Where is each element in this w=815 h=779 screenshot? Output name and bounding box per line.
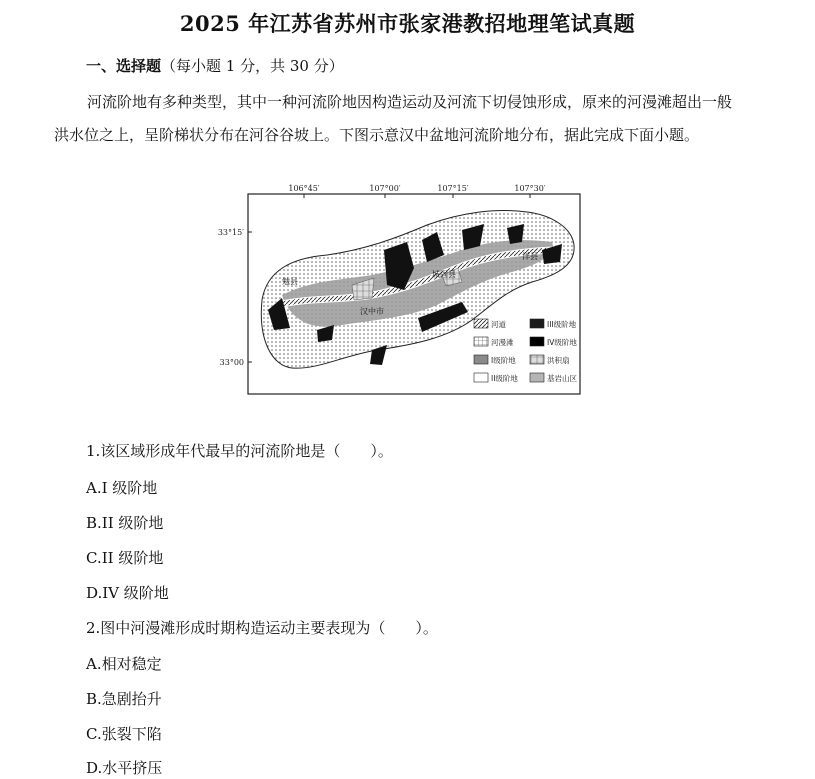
legend-swatch bbox=[530, 337, 544, 346]
section-heading bbox=[86, 55, 344, 76]
answer-option: D.IV 级阶地 bbox=[86, 584, 169, 602]
legend-label: 河道 bbox=[491, 320, 506, 329]
legend-swatch bbox=[530, 319, 544, 328]
legend-label: III级阶地 bbox=[547, 320, 577, 329]
section-note: （每小题 1 分，共 30 分） bbox=[161, 57, 344, 75]
lon-label: 106°45′ bbox=[288, 184, 320, 193]
question-stem: 2.图中河漫滩形成时期构造运动主要表现为（ ）。 bbox=[86, 619, 438, 637]
answer-option: B.II 级阶地 bbox=[86, 514, 164, 532]
answer-option: A.相对稳定 bbox=[86, 655, 162, 673]
answer-option: C.张裂下陷 bbox=[86, 725, 162, 743]
legend-label: II级阶地 bbox=[491, 374, 518, 383]
legend-label: 洪积扇 bbox=[547, 356, 570, 365]
answer-option: B.急剧抬升 bbox=[86, 690, 162, 708]
town-label: 洋县 bbox=[522, 252, 538, 261]
legend-swatch bbox=[474, 319, 488, 328]
lon-label: 107°00′ bbox=[369, 184, 401, 193]
town-label: 城固县 bbox=[432, 270, 456, 279]
answer-option: D.水平挤压 bbox=[86, 759, 163, 777]
intro-line-2: 洪水位之上，呈阶梯状分布在河谷谷坡上。下图示意汉中盆地河流阶地分布，据此完成下面小题。 bbox=[54, 126, 700, 144]
lat-label: 33°00 bbox=[219, 358, 244, 367]
lon-label: 107°15′ bbox=[437, 184, 469, 193]
legend-swatch bbox=[474, 373, 488, 382]
page-title: 2025 年江苏省苏州市张家港教招地理笔试真题 bbox=[179, 11, 636, 36]
legend-swatch bbox=[474, 355, 488, 364]
legend-swatch bbox=[530, 373, 544, 382]
legend-swatch bbox=[530, 355, 544, 364]
legend-label: I级阶地 bbox=[491, 356, 516, 365]
city-label: 汉中市 bbox=[360, 307, 384, 316]
section-label: 一、选择题 bbox=[86, 57, 162, 75]
legend-label: 基岩山区 bbox=[547, 374, 577, 383]
lon-label: 107°30′ bbox=[514, 184, 546, 193]
hanzhong-terrace-map bbox=[217, 180, 592, 402]
legend-label: IV级阶地 bbox=[547, 338, 577, 347]
intro-line-1: 河流阶地有多种类型，其中一种河流阶地因构造运动及河流下切侵蚀形成，原来的河漫滩超出一般 bbox=[87, 93, 733, 111]
town-label: 勉县 bbox=[282, 277, 298, 286]
answer-option: C.II 级阶地 bbox=[86, 549, 164, 567]
legend-label: 河漫滩 bbox=[491, 338, 514, 347]
question-stem: 1.该区域形成年代最早的河流阶地是（ ）。 bbox=[86, 442, 393, 460]
lat-label: 33°15′ bbox=[217, 228, 244, 237]
legend-swatch bbox=[474, 337, 488, 346]
answer-option: A.I 级阶地 bbox=[86, 479, 158, 497]
